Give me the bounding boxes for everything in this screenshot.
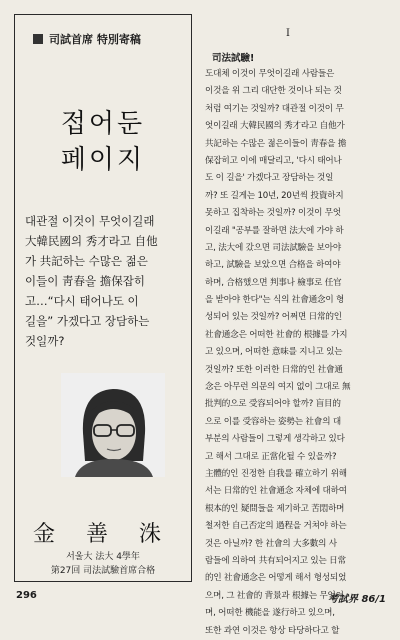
lead-line: 대관절 이것이 무엇이길래: [25, 214, 155, 228]
body-line: 철저한 自己否定의 過程을 거쳐야 하는: [205, 521, 347, 532]
body-line: 으며, 그 社會的 背景과 根據는 무엇이: [205, 590, 344, 601]
body-line: 엇이길래 大韓民國의 秀才라고 自他가: [205, 121, 345, 132]
body-line: 며, 어떠한 機能을 遂行하고 있으며,: [205, 608, 335, 619]
body-line: 람들에 의하여 共有되어지고 있는 日常: [205, 555, 346, 566]
body-line: 을 받아야 한다"는 식의 社會通念이 형: [205, 295, 345, 306]
body-line: 으로 이를 受容하는 姿勢는 社會의 대: [205, 416, 341, 427]
lead-line: 길을” 가겠다고 장담하는: [25, 314, 150, 328]
article-title-box: [14, 14, 192, 582]
body-text: [205, 66, 389, 640]
body-line: 못하고 집착하는 것일까? 이것이 무엇: [205, 208, 342, 219]
lead-line: 이들이 靑春을 擔保잡히: [25, 274, 145, 288]
body-line: 또한 과연 이것은 항상 타당하다고 할: [205, 625, 340, 636]
section-title: 司法試驗!: [212, 53, 255, 64]
article-header: [33, 31, 183, 47]
lead-line: 고…“다시 태어나도 이: [25, 294, 139, 308]
page-number: 296: [16, 590, 37, 601]
body-line: 고 해서 그대로 正當化될 수 있을까?: [205, 451, 337, 462]
header-label: 司試首席 特別寄稿: [49, 33, 141, 46]
body-line: 的인 社會通念은 어떻게 해서 형성되었: [205, 573, 347, 584]
body-line: 까? 또 길게는 10년, 20년씩 投資하지: [205, 190, 344, 201]
body-line: 社會通念은 어떠한 社會的 根據를 가지: [205, 329, 348, 340]
journal-footer: 考試界 86/1: [327, 594, 386, 605]
author-portrait: [61, 373, 165, 477]
author-school: 서울大 法大 4學年: [66, 552, 140, 562]
body-line: 서는 日常的인 社會通念 자체에 대하여: [205, 486, 347, 497]
body-line: 이것을 위 그리 대단한 것이나 되는 것: [205, 86, 342, 97]
square-bullet-icon: [33, 34, 43, 44]
body-line: 처럼 여기는 것일까? 대관절 이것이 무: [205, 103, 344, 114]
body-line: 성되어 있는 것일까? 어쩌면 日常的인: [205, 312, 342, 323]
body-line: 도 이 길을' 가겠다고 장담하는 것일: [205, 173, 334, 184]
body-line: 것은 아닐까? 한 社會의 大多數의 사: [205, 538, 337, 549]
lead-line: 가 共記하는 수많은 젊은: [25, 254, 148, 268]
author-name: 金 善 洙: [33, 522, 173, 547]
body-line: 根本的인 疑問들을 제기하고 苦悶하며: [205, 503, 345, 514]
body-line: 하며, 合格했으면 判事나 檢事로 任官: [205, 277, 342, 288]
title-line-1: 접어둔: [60, 109, 146, 139]
body-line: 고, 法大에 갔으면 司法試驗을 보아야: [205, 242, 341, 253]
portrait-image: [61, 373, 165, 477]
body-line: 批判的으로 受容되어야 할까? 盲目的: [205, 399, 341, 410]
body-line: 共記하는 수많은 젊은이들이 靑春을 擔: [205, 138, 347, 149]
author-exam-rank: 第27回 司法試驗首席合格: [50, 566, 156, 576]
lead-paragraph: [25, 211, 185, 351]
lead-line: 것일까?: [25, 334, 65, 348]
body-line: 主體的인 진정한 自我를 確立하기 위해: [205, 468, 347, 479]
body-line: 念은 아무런 의문의 여지 없이 그대로 無: [205, 382, 351, 393]
body-line: 이길래 "공부를 잘하면 法大에 가야 하: [205, 225, 344, 236]
body-line: 것일까? 또한 이러한 日常的인 社會通: [205, 364, 343, 375]
body-line: 부분의 사람들이 그렇게 생각하고 있다: [205, 434, 345, 445]
body-line: 하고, 試驗을 보았으면 合格을 하여야: [205, 260, 341, 271]
title-line-2: 페이지: [60, 145, 146, 175]
body-line: 保잡히고 이에 매달리고, '다시 태어나: [205, 155, 342, 166]
lead-line: 大韓民國의 秀才라고 自他: [25, 234, 158, 248]
body-line: 도대체 이것이 무엇이길래 사람들은: [205, 69, 335, 79]
body-line: 고 있으며, 어떠한 意味를 지니고 있는: [205, 347, 343, 358]
section-marker: I: [286, 28, 290, 39]
